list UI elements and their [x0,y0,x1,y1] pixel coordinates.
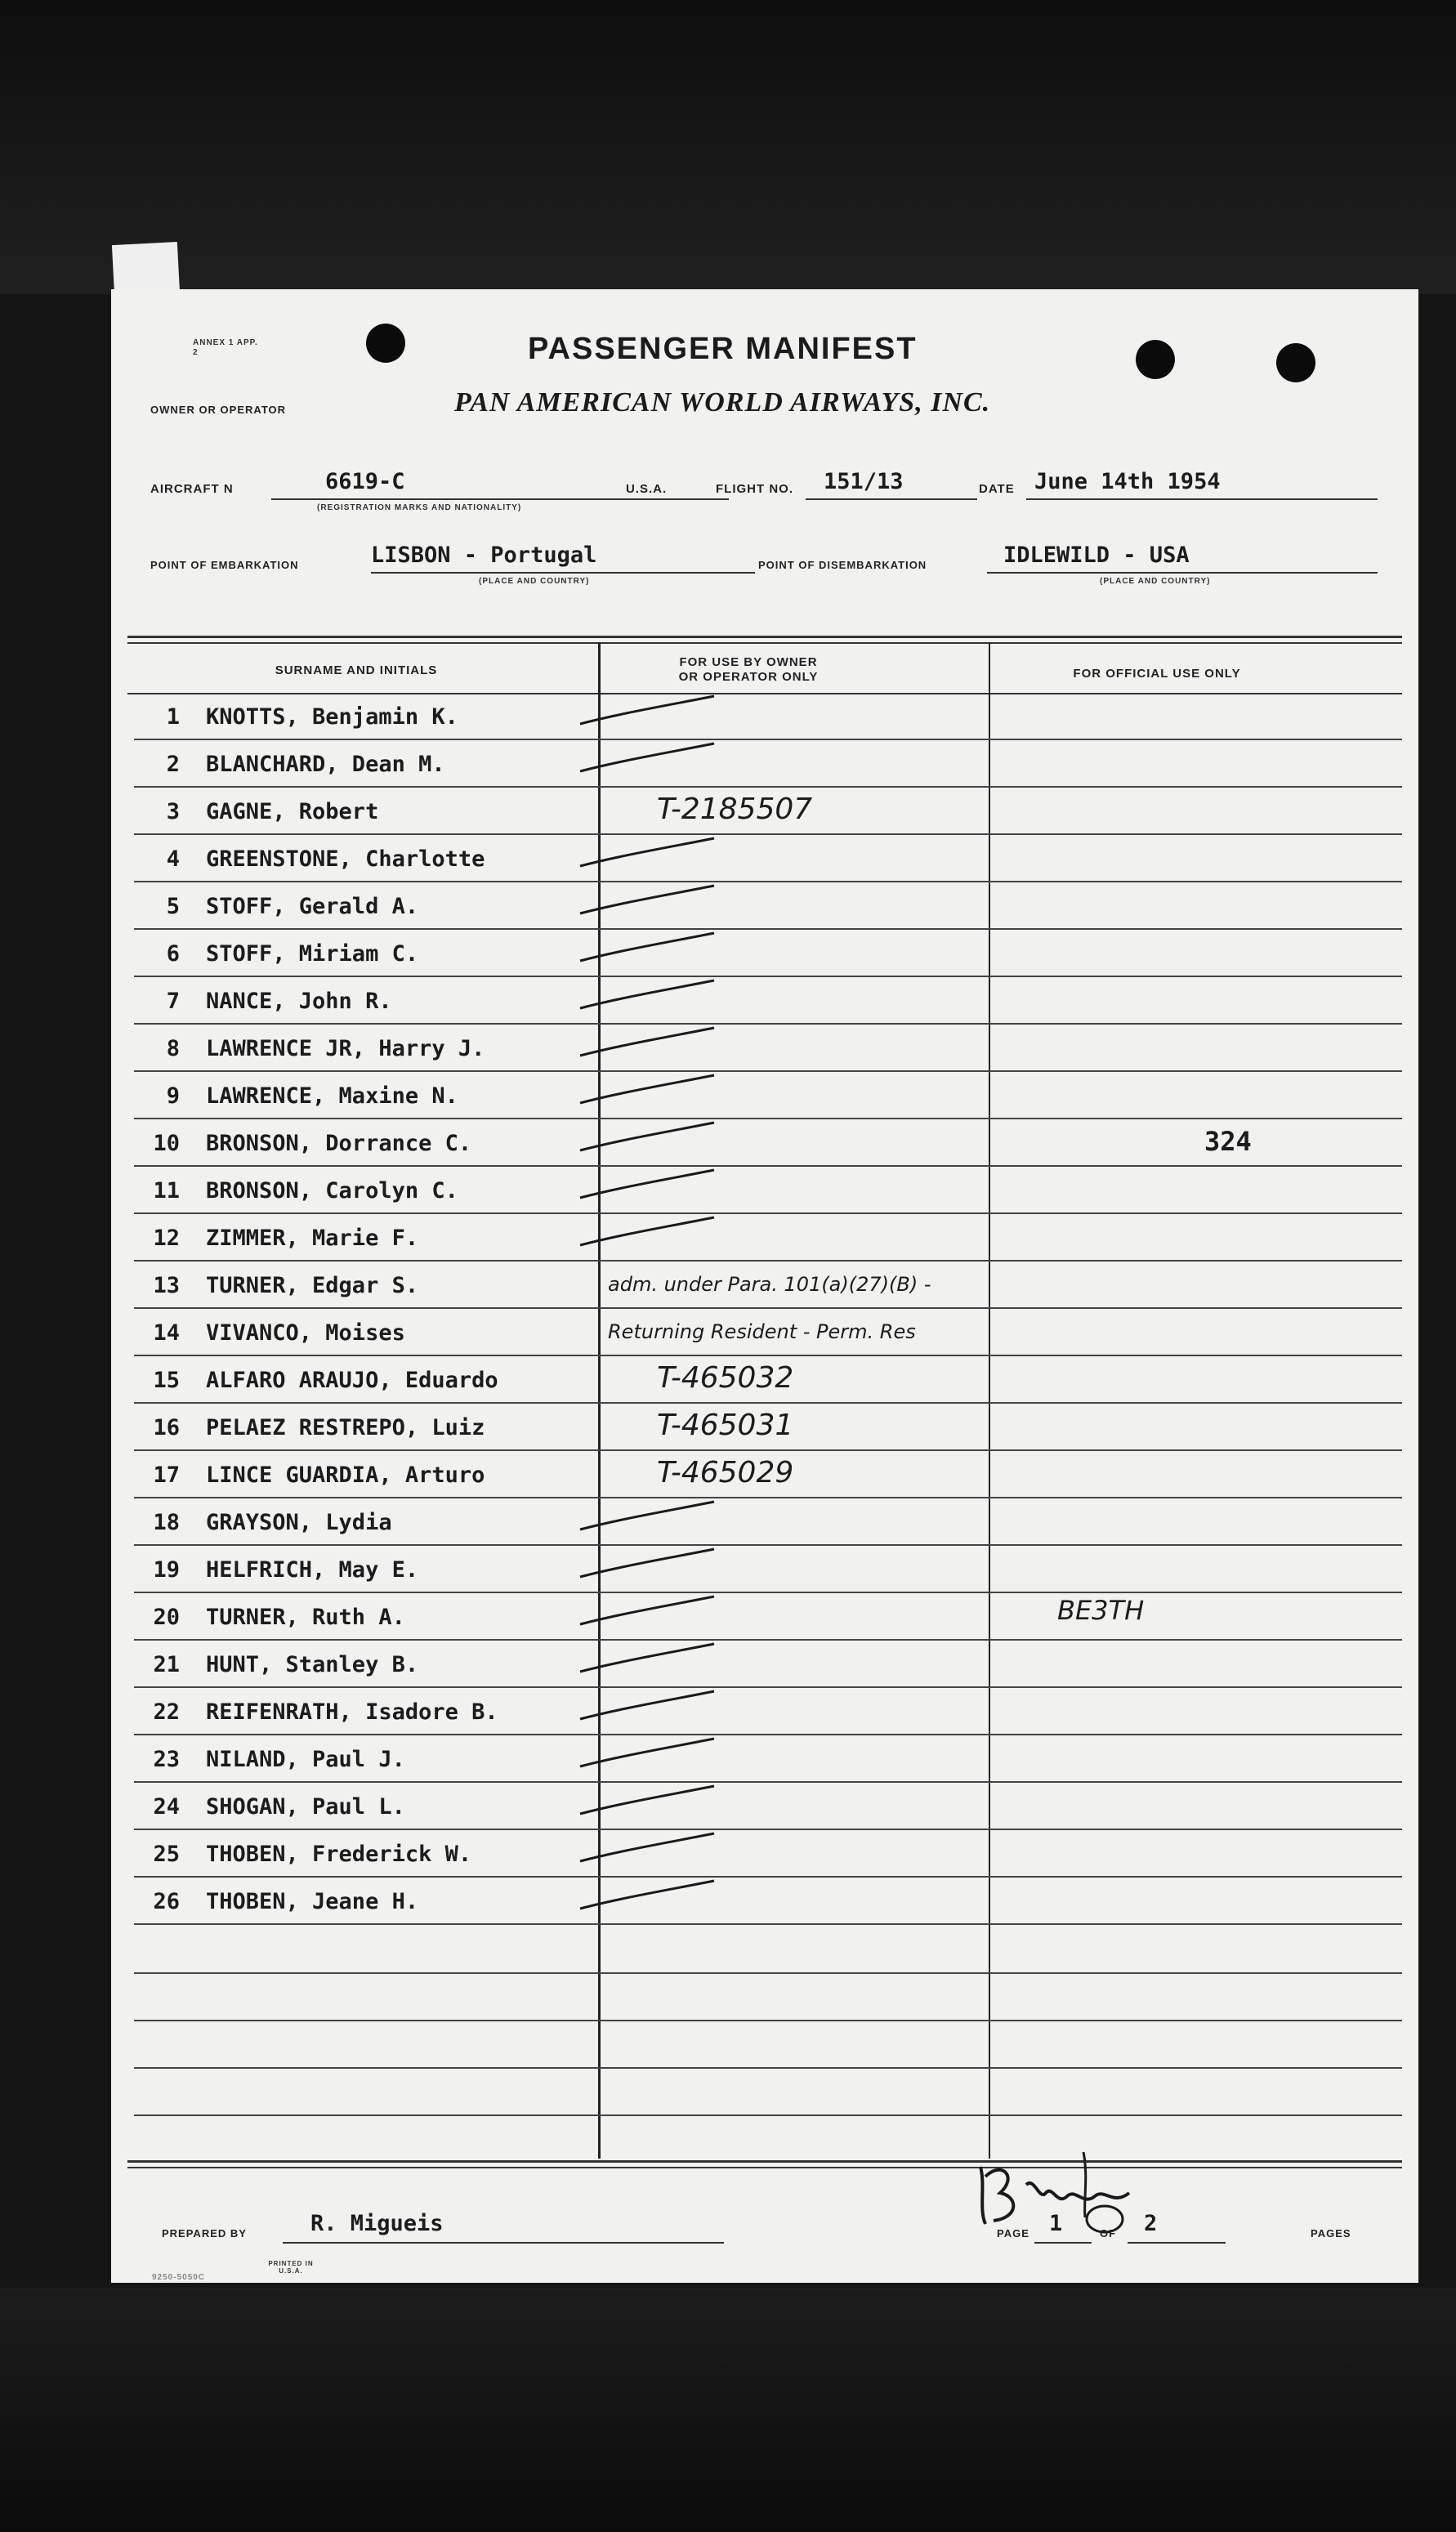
table-row [134,835,1402,882]
table-top-rule-2 [127,642,1402,644]
check-mark [575,735,722,784]
passenger-name: STOFF, Miriam C. [206,941,419,967]
owner-note: adm. under Para. 101(a)(27)(B) - [608,1273,931,1296]
passenger-number: 4 [166,846,180,872]
blank-row-rule [134,2020,1402,2021]
passenger-number: 5 [166,894,180,919]
prepared-underline [283,2242,724,2244]
passenger-number: 17 [153,1462,180,1488]
passenger-name: HUNT, Stanley B. [206,1652,419,1677]
passenger-number: 10 [153,1131,180,1156]
scan-background-top [0,0,1456,294]
table-row [134,1072,1402,1119]
table-row [134,882,1402,930]
form-number: 9250-5050C [152,2273,206,2282]
printed-mark: PRINTED IN U.S.A. [268,2260,314,2275]
passenger-number: 8 [166,1036,180,1061]
passenger-number: 13 [153,1273,180,1298]
manifest-title: PASSENGER MANIFEST [528,332,918,366]
passenger-number: 9 [166,1083,180,1109]
check-mark [575,1209,722,1258]
table-row [134,693,1402,740]
owner-note: T-465031 [657,1409,794,1442]
passenger-number: 23 [153,1747,180,1772]
owner-note: Returning Resident - Perm. Res [608,1320,916,1343]
company-name: PAN AMERICAN WORLD AIRWAYS, INC. [454,387,991,418]
col-header-name: SURNAME AND INITIALS [275,663,438,677]
table-row [134,1735,1402,1783]
disembark-underline [987,572,1378,574]
passenger-name: REIFENRATH, Isadore B. [206,1699,498,1725]
of-value: 2 [1144,2211,1158,2236]
passenger-name: THOBEN, Frederick W. [206,1842,472,1867]
aircraft-label: AIRCRAFT N [150,482,234,496]
check-mark [575,1162,722,1211]
passenger-name: SHOGAN, Paul L. [206,1794,405,1820]
check-mark [575,1873,722,1922]
table-row [134,1451,1402,1498]
passenger-number: 7 [166,989,180,1014]
table-row [134,1641,1402,1688]
col-header-owner-2: OR OPERATOR ONLY [678,670,819,684]
passenger-name: ZIMMER, Marie F. [206,1226,419,1251]
check-mark [575,972,722,1021]
passenger-name: PELAEZ RESTREPO, Luiz [206,1415,485,1440]
page-label: PAGE [997,2227,1029,2240]
table-row [134,1593,1402,1641]
table-row [134,1783,1402,1830]
passenger-name: KNOTTS, Benjamin K. [206,704,458,730]
embark-caption: (PLACE AND COUNTRY) [479,577,590,586]
passenger-number: 20 [153,1605,180,1630]
table-row [134,1214,1402,1262]
check-mark [575,1494,722,1543]
passenger-number: 15 [153,1368,180,1393]
aircraft-caption: (REGISTRATION MARKS AND NATIONALITY) [317,503,522,512]
check-mark [575,1683,722,1732]
passenger-number: 24 [153,1794,180,1820]
check-mark [575,830,722,879]
date-value: June 14th 1954 [1034,469,1221,494]
punch-hole [1136,340,1175,379]
passenger-number: 16 [153,1415,180,1440]
table-top-rule [127,636,1402,638]
owner-label: OWNER OR OPERATOR [150,404,287,416]
passenger-name: BRONSON, Dorrance C. [206,1131,472,1156]
passenger-name: BRONSON, Carolyn C. [206,1178,458,1203]
embark-underline [371,572,755,574]
passenger-name: THOBEN, Jeane H. [206,1889,419,1914]
table-row [134,1356,1402,1404]
passenger-name: VIVANCO, Moises [206,1320,405,1346]
passenger-name: GRAYSON, Lydia [206,1510,392,1535]
passenger-name: LINCE GUARDIA, Arturo [206,1462,485,1488]
aircraft-underline [271,498,729,500]
check-mark [575,1067,722,1116]
passenger-name: STOFF, Gerald A. [206,894,419,919]
check-mark [575,1778,722,1827]
table-row [134,977,1402,1025]
disembark-caption: (PLACE AND COUNTRY) [1100,577,1211,586]
passenger-number: 22 [153,1699,180,1725]
table-row [134,1878,1402,1925]
of-underline [1128,2242,1226,2244]
passenger-number: 19 [153,1557,180,1583]
passenger-number: 14 [153,1320,180,1346]
table-row [134,1262,1402,1309]
disembark-label: POINT OF DISEMBARKATION [758,559,927,571]
passenger-name: GAGNE, Robert [206,799,379,824]
official-note: 324 [1204,1126,1252,1157]
passenger-number: 12 [153,1226,180,1251]
check-mark [575,1588,722,1637]
passenger-name: TURNER, Edgar S. [206,1273,419,1298]
embark-label: POINT OF EMBARKATION [150,559,299,571]
col-header-owner-1: FOR USE BY OWNER [679,655,818,669]
passenger-number: 18 [153,1510,180,1535]
date-label: DATE [979,482,1015,496]
aircraft-value: 6619-C [325,469,405,494]
passenger-name: NILAND, Paul J. [206,1747,405,1772]
passenger-name: TURNER, Ruth A. [206,1605,405,1630]
flight-value: 151/13 [824,469,904,494]
table-row [134,930,1402,977]
table-row [134,1167,1402,1214]
passenger-number: 3 [166,799,180,824]
country-label: U.S.A. [626,482,668,496]
table-row [134,1546,1402,1593]
annex-label: ANNEX 1 APP. 2 [193,338,258,357]
passenger-number: 25 [153,1842,180,1867]
table-row [134,1498,1402,1546]
manifest-page [111,289,1418,2283]
prepared-label: PREPARED BY [162,2227,247,2240]
check-mark [575,1636,722,1685]
passenger-name: GREENSTONE, Charlotte [206,846,485,872]
table-row [134,1309,1402,1356]
passenger-number: 21 [153,1652,180,1677]
owner-note: T-2185507 [657,793,813,826]
table-row [134,788,1402,835]
owner-note: T-465032 [657,1361,794,1395]
check-mark [575,1541,722,1590]
table-row [134,1830,1402,1878]
check-mark [575,1020,722,1069]
table-row [134,1025,1402,1072]
table-row [134,1688,1402,1735]
of-label: OF [1100,2227,1117,2240]
prepared-value: R. Migueis [310,2211,444,2236]
table-row [134,1119,1402,1167]
scan-background-bottom [0,2288,1456,2532]
passenger-number: 26 [153,1889,180,1914]
blank-row-rule [134,2067,1402,2069]
table-row [134,740,1402,788]
official-note: BE3TH [1057,1595,1145,1626]
check-mark [575,1114,722,1163]
table-bottom-rule [127,2160,1402,2163]
passenger-number: 11 [153,1178,180,1203]
owner-note: T-465029 [657,1456,794,1489]
table-row [134,1404,1402,1451]
check-mark [575,925,722,974]
passenger-name: NANCE, John R. [206,989,392,1014]
check-mark [575,877,722,927]
passenger-name: LAWRENCE JR, Harry J. [206,1036,485,1061]
punch-hole [1276,343,1315,382]
passenger-name: BLANCHARD, Dean M. [206,752,445,777]
row-rule [134,1923,1402,1925]
table-bottom-rule-2 [127,2167,1402,2168]
pages-label: PAGES [1311,2227,1351,2240]
passenger-number: 6 [166,941,180,967]
check-mark [575,688,722,737]
disembark-value: IDLEWILD - USA [1003,543,1190,568]
page-value: 1 [1049,2211,1063,2236]
col-header-official: FOR OFFICIAL USE ONLY [1073,667,1241,681]
passenger-number: 2 [166,752,180,777]
date-underline [1026,498,1378,500]
check-mark [575,1730,722,1780]
blank-row-rule [134,2114,1402,2116]
page-underline [1034,2242,1092,2244]
embark-value: LISBON - Portugal [371,543,597,568]
passenger-name: ALFARO ARAUJO, Eduardo [206,1368,498,1393]
passenger-name: HELFRICH, May E. [206,1557,419,1583]
punch-hole [366,324,405,363]
signature-mark [961,2128,1173,2234]
flight-label: FLIGHT NO. [716,482,793,496]
flight-underline [806,498,977,500]
check-mark [575,1825,722,1874]
passenger-number: 1 [166,704,180,730]
passenger-name: LAWRENCE, Maxine N. [206,1083,458,1109]
blank-row-rule [134,1972,1402,1974]
